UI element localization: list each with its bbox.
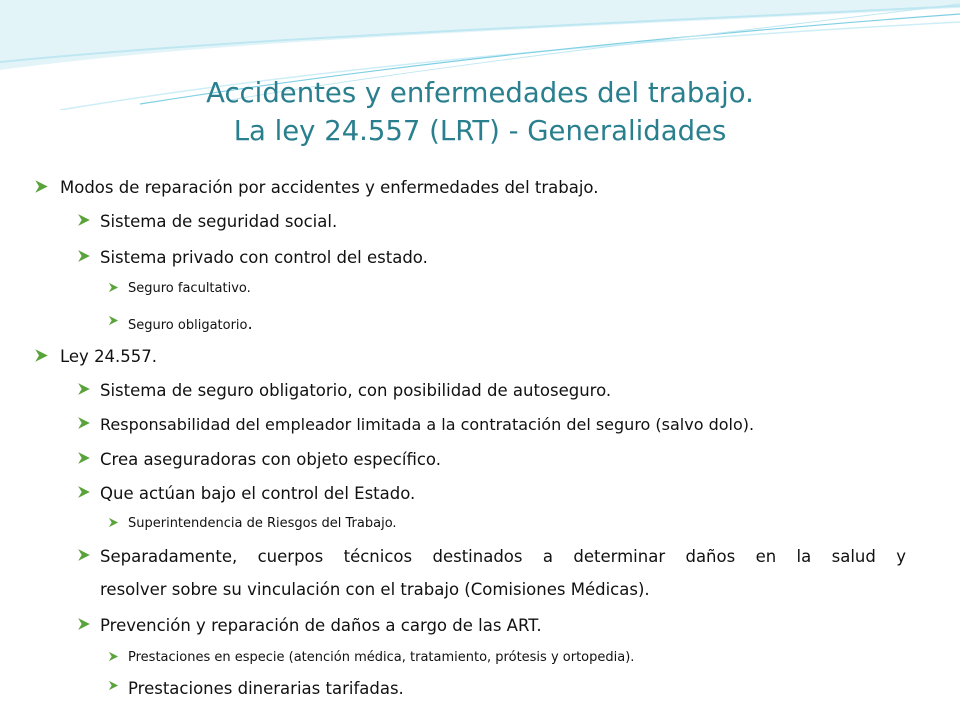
bullet-text: Seguro obligatorio: [128, 318, 248, 333]
bullet-text: Separadamente, cuerpos técnicos destinados a determinar daños en la salud y: [100, 547, 906, 566]
arrow-right-bullet-icon: [34, 348, 49, 363]
bullet-item: [100, 212, 337, 231]
arrow-right-bullet-icon: [77, 416, 91, 430]
bullet-text: Seguro facultativo.: [128, 281, 251, 296]
arrow-right-bullet-icon: [77, 213, 91, 227]
arrow-right-bullet-icon: [77, 617, 91, 631]
bullet-item: [128, 516, 397, 531]
arrow-right-bullet-icon: [108, 651, 119, 662]
bullet-item: [100, 381, 611, 400]
arrow-right-bullet-icon: [77, 382, 91, 396]
bullet-item: [100, 450, 441, 469]
bullet-item: [100, 547, 906, 566]
arrow-right-bullet-icon: [77, 485, 91, 499]
bullet-text: Sistema de seguro obligatorio, con posibilidad de autoseguro.: [100, 381, 612, 400]
bullet-text: Ley 24.557.: [60, 347, 158, 366]
bullet-text: Modos de reparación por accidentes y enfermedades del trabajo.: [60, 178, 599, 197]
bullet-item: [128, 650, 634, 665]
arrow-right-bullet-icon: [108, 282, 119, 293]
bullet-suffix: .: [247, 314, 253, 333]
bullet-item: [128, 281, 251, 296]
arrow-right-bullet-icon: [77, 548, 91, 562]
bullet-text: Sistema privado con control del estado.: [100, 248, 428, 267]
arrow-right-bullet-icon: [77, 249, 91, 263]
bullet-text: Prestaciones dinerarias tarifadas.: [128, 679, 404, 698]
arrow-right-bullet-icon: [77, 451, 91, 465]
arrow-right-bullet-icon: [108, 315, 119, 326]
bullet-item: [100, 484, 415, 503]
bullet-item: [128, 314, 253, 333]
bullet-item: [60, 347, 157, 366]
arrow-right-bullet-icon: [108, 517, 119, 528]
bullet-item: [100, 248, 428, 267]
title-line-1: Accidentes y enfermedades del trabajo.: [206, 77, 754, 109]
bullet-text: Sistema de seguridad social.: [100, 212, 338, 231]
arrow-right-bullet-icon: [34, 179, 49, 194]
bullet-text: Crea aseguradoras con objeto específico.: [100, 450, 441, 469]
slide-title: [0, 74, 960, 150]
bullet-item: [128, 679, 404, 698]
bullet-text: Prestaciones en especie (atención médica, tratamiento, prótesis y ortopedia).: [128, 650, 635, 665]
arrow-right-bullet-icon: [108, 680, 119, 691]
bullet-item: [100, 616, 542, 635]
bullet-text: Superintendencia de Riesgos del Trabajo.: [128, 516, 397, 531]
bullet-item: [100, 415, 754, 434]
bullet-item: [60, 178, 598, 197]
bullet-continuation: [100, 580, 650, 599]
bullet-text: resolver sobre su vinculación con el trabajo (Comisiones Médicas).: [100, 580, 650, 599]
bullet-text: Responsabilidad del empleador limitada a la contratación del seguro (salvo dolo).: [100, 415, 755, 434]
bullet-text: Prevención y reparación de daños a cargo de las ART.: [100, 616, 542, 635]
title-line-2: La ley 24.557 (LRT) - Generalidades: [233, 115, 727, 147]
bullet-text: Que actúan bajo el control del Estado.: [100, 484, 416, 503]
